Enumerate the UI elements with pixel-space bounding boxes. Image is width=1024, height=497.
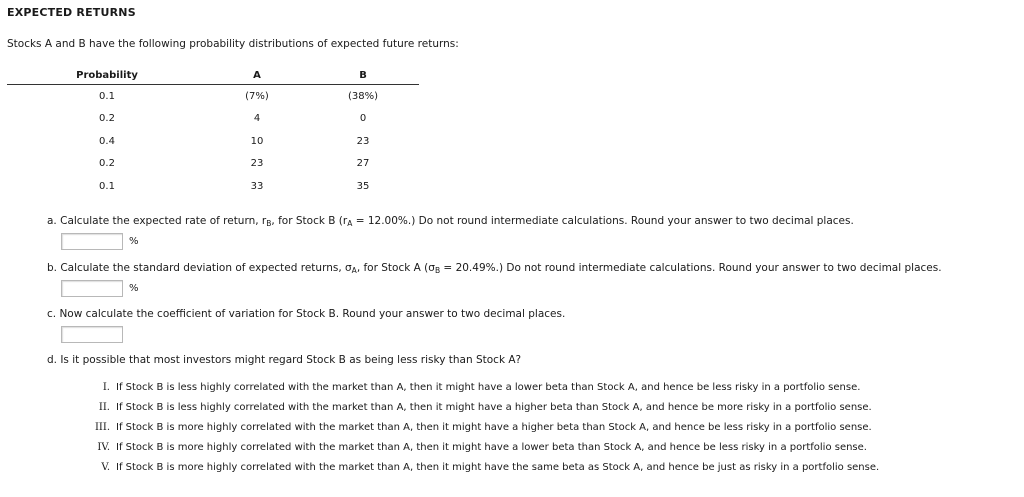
table-row [7,130,419,153]
cell-b: 35 [356,180,370,192]
cell-b: (38%) [347,90,379,102]
question-c: c. Now calculate the coefficient of variation for Stock B. Round your answer to two decimal places. [47,308,566,320]
question-b-prefix: b. Calculate the standard deviation of expected returns, σ [47,262,352,274]
option-text: If Stock B is more highly correlated with the market than A, then it might have a higher beta than Stock A, and hence be less risky in a portfolio sense. [116,421,872,433]
cell-probability: 0.1 [99,180,115,192]
table-row [7,175,419,198]
cell-probability: 0.1 [99,90,115,102]
question-d: d. Is it possible that most investors might regard Stock B as being less risky than Stock A? [47,354,522,366]
answer-c-row [61,325,123,343]
question-a-sub2: A [347,219,353,228]
question-b-sub1: A [351,266,357,275]
question-b [47,262,942,275]
header-probability: Probability [7,66,207,85]
question-b-suffix: = 20.49%.) Do not round intermediate calculations. Round your answer to two decimal places. [440,262,942,274]
question-b-sub2: B [434,266,441,275]
cell-b: 27 [356,158,370,170]
option-number: I. [102,381,110,393]
table-row [7,153,419,176]
question-a-prefix: a. Calculate the expected rate of return, r [47,215,267,227]
option-number: V. [101,461,110,473]
question-d-options [80,377,879,477]
option-number: IV. [97,441,110,453]
option-i[interactable] [80,377,879,397]
option-text: If Stock B is less highly correlated with the market than A, then it might have a lower beta than Stock A, and hence be less risky in a portfolio sense. [116,381,861,393]
cell-a: 33 [250,180,264,192]
option-ii[interactable] [80,397,879,417]
cell-probability: 0.2 [99,113,115,125]
cell-a: 10 [250,135,264,147]
table-row [7,108,419,131]
cell-a: 23 [250,158,264,170]
cell-a: 4 [253,113,261,125]
question-a-suffix: = 12.00%.) Do not round intermediate calculations. Round your answer to two decimal places. [352,215,854,227]
answer-c-input[interactable] [61,326,123,343]
option-v[interactable] [80,457,879,477]
cell-probability: 0.4 [99,135,115,147]
option-number: II. [98,401,110,413]
question-a [47,215,854,228]
cell-a: (7%) [245,90,269,102]
option-iii[interactable] [80,417,879,437]
question-a-sub1: B [266,219,272,228]
cell-b: 0 [359,113,367,125]
intro-text: Stocks A and B have the following probability distributions of expected future returns: [7,38,459,50]
cell-probability: 0.2 [99,158,115,170]
answer-b-input[interactable] [61,280,123,297]
option-text: If Stock B is more highly correlated with the market than A, then it might have the same beta as Stock A, and hence be just as risky in a portfolio sense. [116,461,880,473]
question-b-mid: , for Stock A (σ [356,262,435,274]
option-text: If Stock B is more highly correlated with the market than A, then it might have a lower beta than Stock A, and hence be less risky in a portfolio sense. [116,441,867,453]
table-row [7,85,419,108]
page-title: EXPECTED RETURNS [7,6,136,19]
answer-a-row [61,232,139,250]
option-number: III. [94,421,110,433]
cell-b: 23 [356,135,370,147]
header-a: A [207,66,307,85]
header-b: B [307,66,419,85]
answer-a-unit: % [129,235,139,247]
table-header-row [7,66,419,85]
option-text: If Stock B is less highly correlated with the market than A, then it might have a higher beta than Stock A, and hence be more risky in a portfolio sense. [116,401,872,413]
answer-b-unit: % [129,282,139,294]
option-iv[interactable] [80,437,879,457]
answer-b-row [61,279,139,297]
answer-a-input[interactable] [61,233,123,250]
question-a-mid: , for Stock B (r [271,215,348,227]
distribution-table [7,66,419,198]
